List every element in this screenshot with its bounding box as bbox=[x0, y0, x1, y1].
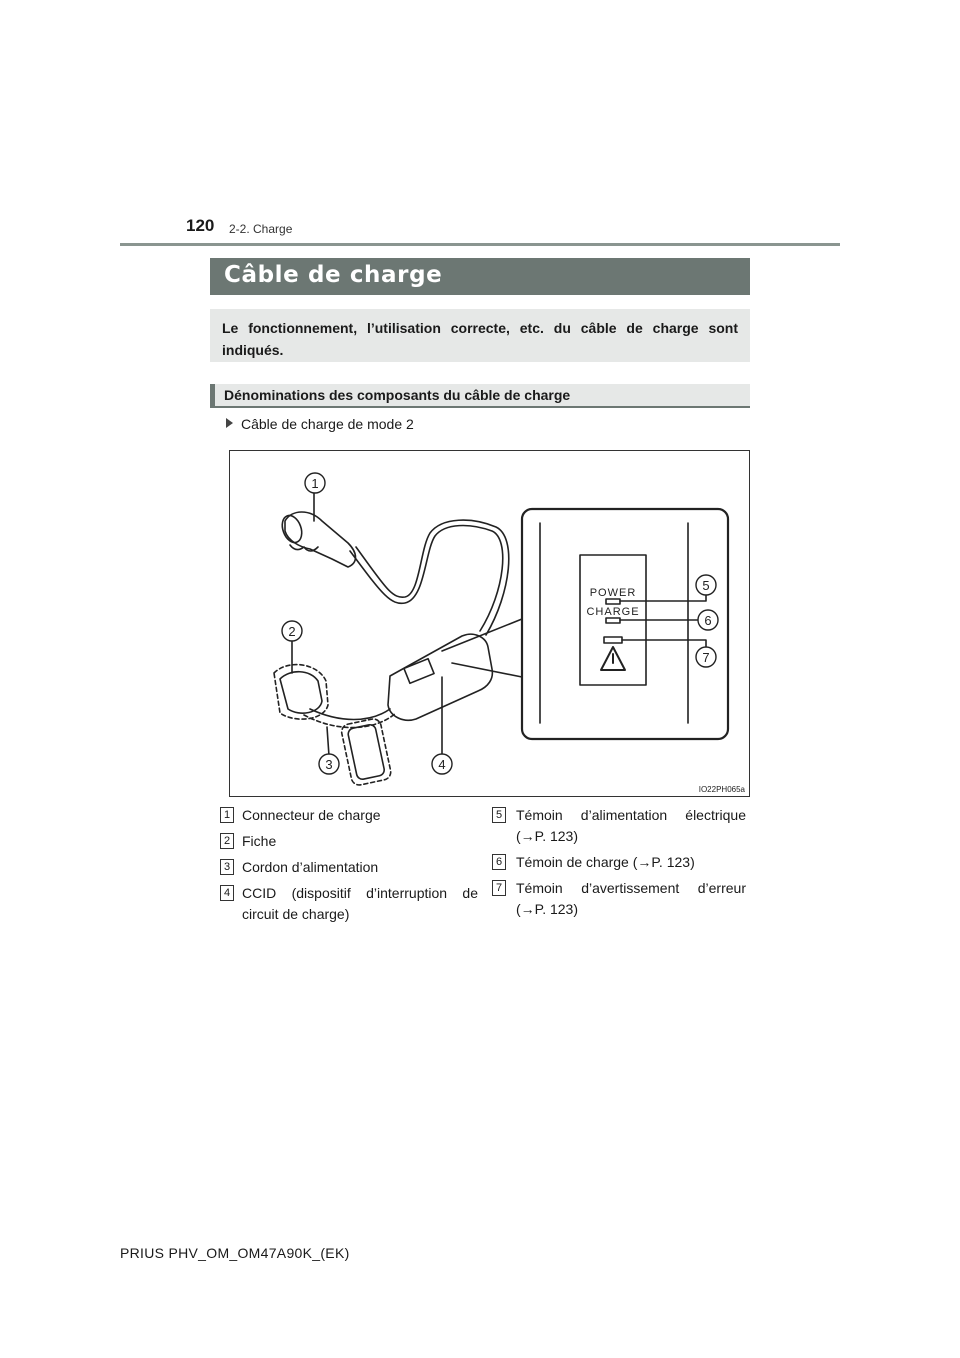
ccid-label bbox=[404, 659, 434, 684]
callout-4: 4 bbox=[438, 757, 446, 772]
connector-grip bbox=[290, 545, 318, 551]
legend-num-1: 1 bbox=[220, 807, 234, 823]
ccid-box-icon bbox=[388, 634, 492, 720]
leader-3 bbox=[327, 727, 329, 756]
subheading: Dénominations des composants du câble de charge bbox=[224, 387, 571, 403]
subheading-band bbox=[210, 384, 750, 408]
section-label: 2-2. Charge bbox=[229, 222, 293, 236]
illustration-svg bbox=[230, 451, 751, 798]
legend-item-7: Témoin d’avertissement d’erreur (→P. 123) bbox=[516, 880, 746, 917]
plug-icon bbox=[280, 672, 322, 713]
bullet-text: Câble de charge de mode 2 bbox=[241, 416, 414, 432]
leader-7 bbox=[622, 640, 706, 649]
callout-5: 5 bbox=[702, 578, 710, 593]
zoom-line-bottom bbox=[452, 663, 522, 677]
callout-1: 1 bbox=[311, 476, 319, 491]
legend-item-3: Cordon d’alimentation bbox=[242, 859, 379, 875]
legend-item-2: Fiche bbox=[242, 833, 277, 849]
power-lamp bbox=[606, 599, 620, 604]
legend-num-2: 2 bbox=[220, 833, 234, 849]
cable-upper-outline bbox=[356, 520, 509, 635]
legend-num-3: 3 bbox=[220, 859, 234, 875]
callout-3: 3 bbox=[325, 757, 333, 772]
legend-num-4: 4 bbox=[220, 885, 234, 901]
legend-item-6: Témoin de charge (→P. 123) bbox=[516, 854, 695, 870]
legend-num-6: 6 bbox=[492, 854, 506, 870]
cable-tag bbox=[347, 724, 385, 781]
legend-num-5: 5 bbox=[492, 807, 506, 823]
page-number: 120 bbox=[186, 216, 215, 235]
intro-text: Le fonctionnement, l’utilisation correcte, etc. du câble de charge sont indiqués. bbox=[210, 309, 750, 362]
zoom-line-top bbox=[442, 619, 522, 651]
bullet-item bbox=[226, 416, 414, 432]
triangle-bullet-icon bbox=[226, 418, 233, 428]
charging-cable-illustration bbox=[229, 450, 750, 797]
callout-2: 2 bbox=[288, 624, 296, 639]
charge-connector-icon bbox=[285, 512, 356, 567]
inset-frame bbox=[522, 509, 728, 739]
power-cord bbox=[310, 709, 390, 720]
legend-item-1: Connecteur de charge bbox=[242, 807, 381, 823]
callout-6: 6 bbox=[704, 613, 712, 628]
callout-7: 7 bbox=[702, 650, 710, 665]
panel-charge-label: CHARGE bbox=[586, 606, 640, 618]
legend-item-4: CCID (dispositif d’interruption de circuit de charge) bbox=[242, 885, 478, 922]
header-rule bbox=[120, 243, 840, 246]
page-title: Câble de charge bbox=[224, 262, 443, 288]
charge-lamp bbox=[606, 618, 620, 623]
legend-num-7: 7 bbox=[492, 880, 506, 896]
error-lamp bbox=[604, 637, 622, 643]
footer-code: PRIUS PHV_OM_OM47A90K_(EK) bbox=[120, 1245, 350, 1261]
panel-power-label: POWER bbox=[589, 587, 637, 599]
figure-code: IO22PH065a bbox=[698, 785, 745, 794]
title-band bbox=[210, 258, 750, 295]
legend-item-5: Témoin d’alimentation électrique (→P. 123) bbox=[516, 807, 746, 844]
